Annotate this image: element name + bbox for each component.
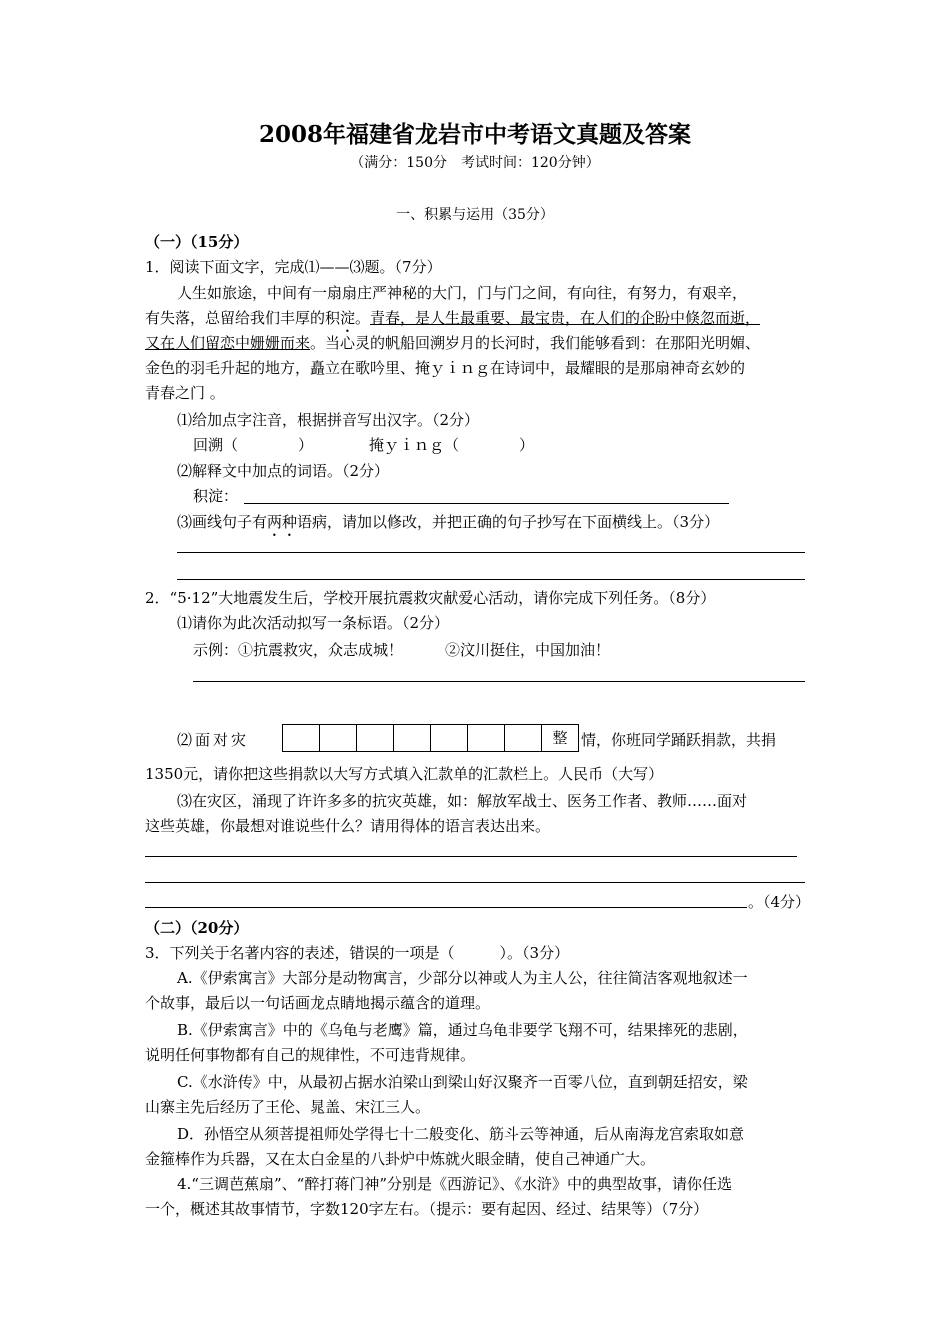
q2-sub3-line1: ⑶在灾区，涌现了许许多多的抗灾英雄，如：解放军战士、医务工作者、教师……面对: [177, 792, 748, 810]
q2-sub2-suffix: 情，你班同学踊跃捐款，共捐: [581, 731, 777, 749]
q2-sub1: ⑴请你为此次活动拟写一条标语。（2分）: [177, 614, 450, 632]
underlined-sentence: 又在人们留恋中姗姗而来: [145, 334, 311, 352]
amount-box[interactable]: [393, 724, 431, 752]
q1-sub2: ⑵解释文中加点的词语。（2分）: [177, 462, 390, 480]
dotted-char: 淀: [340, 309, 356, 327]
q3-option-a: A.《伊索寓言》大部分是动物寓言，少部分以神或人为主人公，往往简洁客观地叙述一: [177, 969, 748, 987]
amount-box[interactable]: [430, 724, 468, 752]
remittance-boxes: [283, 724, 579, 752]
q1-passage-line: [145, 333, 760, 353]
q2-example: [193, 640, 610, 660]
amount-box[interactable]: [356, 724, 394, 752]
q3-option-b-cont: 说明任何事物都有自己的规律性，不可违背规律。: [145, 1046, 476, 1064]
q3-option-b: B.《伊索寓言》中的《乌龟与老鹰》篇，通过乌龟非要学飞翔不可，结果摔死的悲剧，: [177, 1021, 748, 1039]
answer-line[interactable]: [177, 552, 805, 553]
page-title: 2008年福建省龙岩市中考语文真题及答案: [258, 121, 691, 148]
answer-line[interactable]: [145, 882, 805, 883]
example-slogan-2: ②汶川挺住，中国加油！: [445, 641, 611, 659]
amount-box-zheng: 整: [541, 724, 579, 752]
q1-sub1-item-a: 回溯（ ）: [193, 436, 314, 454]
q1-passage-line: [145, 308, 760, 336]
amount-box[interactable]: [504, 724, 542, 752]
amount-box[interactable]: [319, 724, 357, 752]
underlined-sentence: 青春，是人生最重要、最宝贵，在人们的企盼中倏忽而逝，: [370, 309, 761, 327]
answer-line[interactable]: [177, 579, 805, 580]
amount-box[interactable]: [467, 724, 505, 752]
passage-text: 有失落，总留给我们丰厚的积: [145, 309, 341, 327]
q2-sub3-line2: 这些英雄，你最想对谁说些什么？请用得体的语言表达出来。: [145, 817, 551, 835]
q1-passage-line: 人生如旅途，中间有一扇扇庄严神秘的大门，门与门之间，有向往，有努力，有艰辛，: [177, 284, 748, 302]
passage-text: 。: [355, 309, 371, 327]
answer-line[interactable]: [193, 681, 805, 682]
answer-line[interactable]: [145, 907, 747, 908]
q1-sub1-item-b: 掩ｙｉｎｇ（ ）: [369, 436, 535, 454]
q1-sub1: ⑴给加点字注音，根据拼音写出汉字。（2分）: [177, 411, 480, 429]
q1-sub3-text: 语病，请加以修改，并把正确的句子抄写在下面横线上。（3分）: [297, 513, 720, 531]
q4-line1: 4.“三调芭蕉扇”、“醉打蒋门神”分别是《西游记》、《水浒》中的典型故事，请你任选: [177, 1175, 732, 1193]
q4-line2: 一个，概述其故事情节，字数120字左右。（提示：要有起因、经过、结果等）（7分）: [145, 1200, 709, 1218]
q1-passage-line: 青春之门 。: [145, 384, 225, 402]
q3-option-c: C.《水浒传》中，从最初占据水泊梁山到梁山好汉聚齐一百零八位，直到朝廷招安，梁: [177, 1073, 748, 1091]
answer-line[interactable]: [244, 503, 729, 504]
example-slogan-1: ①抗震救灾，众志成城！: [238, 641, 404, 659]
q2-sub2-prefix: ⑵面对灾: [177, 731, 250, 749]
q1-stem: 1．阅读下面文字，完成⑴——⑶题。（7分）: [145, 258, 442, 276]
q3-option-d: D．孙悟空从须菩提祖师处学得七十二般变化、筋斗云等神通，后从南海龙宫索取如意: [177, 1125, 745, 1143]
q1-sub2-label: 积淀：: [193, 487, 239, 505]
exam-info: （满分：150分 考试时间：120分钟）: [350, 155, 600, 171]
section-title: 一、积累与运用（35分）: [396, 207, 554, 223]
q2-stem: 2．“5·12”大地震发生后，学校开展抗震救灾献爱心活动，请你完成下列任务。（8分）: [145, 589, 716, 607]
q1-passage-line: 金色的羽毛升起的地方，矗立在歌吟里、掩ｙｉｎｇ在诗词中，最耀眼的是那扇神奇玄妙的: [145, 359, 746, 377]
example-label: 示例：: [193, 641, 239, 659]
amount-box[interactable]: [282, 724, 320, 752]
q2-sub3-score: 。（4分）: [748, 893, 811, 911]
q3-stem: 3．下列关于名著内容的表述，错误的一项是（ ）。（3分）: [145, 944, 570, 962]
q3-option-d-cont: 金箍棒作为兵器，又在太白金星的八卦炉中炼就火眼金睛，使自己神通广大。: [145, 1150, 656, 1168]
q3-option-a-cont: 个故事，最后以一句话画龙点睛地揭示蕴含的道理。: [145, 994, 491, 1012]
q3-option-c-cont: 山寨主先后经历了王伦、晁盖、宋江三人。: [145, 1098, 431, 1116]
q2-sub2-line2: 1350元，请你把这些捐款以大写方式填入汇款单的汇款栏上。人民币（大写）: [145, 765, 664, 783]
q1-sub3-text: ⑶画线句子有: [177, 513, 268, 531]
passage-text: 。当心灵的帆船回溯岁月的长河时，我们能够看到：在那阳光明媚、: [310, 334, 761, 352]
part1-heading: （一）（15分）: [145, 233, 249, 251]
answer-line[interactable]: [145, 856, 797, 857]
dotted-word: 两种: [267, 513, 298, 531]
q1-sub3: [177, 512, 719, 540]
part2-heading: （二）（20分）: [145, 919, 249, 937]
